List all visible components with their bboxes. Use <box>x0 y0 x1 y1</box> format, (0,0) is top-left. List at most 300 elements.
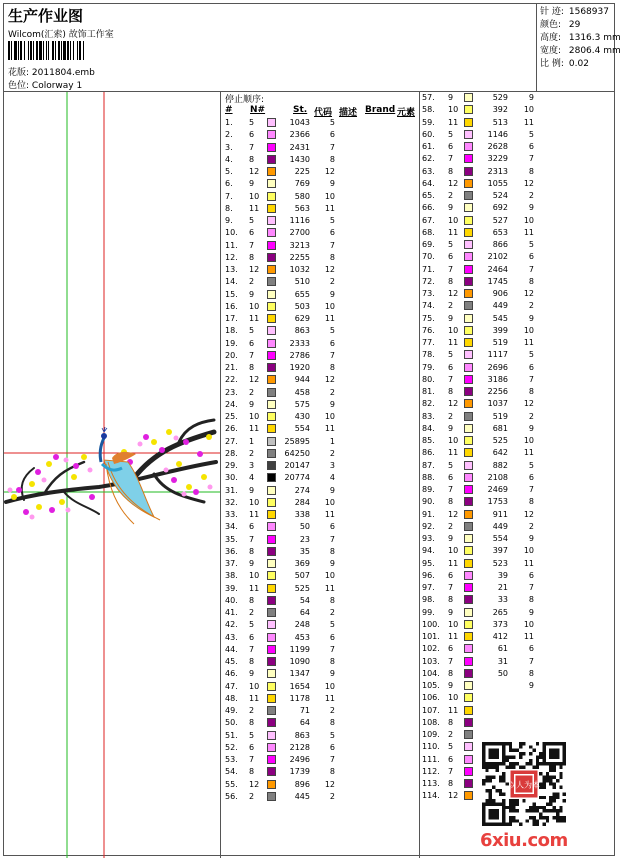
thread-code: 8 <box>329 718 335 728</box>
needle-number: 8 <box>448 779 454 788</box>
stitch-count: 284 <box>294 497 310 507</box>
stop-index: 45. <box>225 657 238 666</box>
thread-swatch <box>464 767 473 776</box>
table-row <box>420 362 538 374</box>
stitch-count: 911 <box>492 509 508 519</box>
stop-index: 19. <box>225 338 238 348</box>
colorway: 色位: Colorway 1 <box>8 81 83 91</box>
stop-index: 97. <box>422 583 435 592</box>
table-row <box>223 350 419 362</box>
stitch-count: 23 <box>299 534 310 544</box>
stitch-count: 523 <box>492 558 508 568</box>
table-row <box>223 766 419 778</box>
thread-swatch <box>464 706 473 715</box>
stop-index: 67. <box>422 215 435 225</box>
stop-index: 103. <box>422 656 440 666</box>
needle-number: 9 <box>448 534 454 543</box>
stop-index: 20. <box>225 350 238 360</box>
needle-number: 10 <box>448 105 459 115</box>
thread-code: 5 <box>528 129 534 139</box>
thread-code: 12 <box>523 399 534 409</box>
table-row <box>223 558 419 570</box>
stitch-count: 554 <box>294 424 310 434</box>
thread-code: 5 <box>329 216 335 225</box>
needle-number: 12 <box>448 399 459 409</box>
table-row <box>420 619 538 631</box>
needle-number: 2 <box>448 191 454 200</box>
thread-code: 8 <box>329 595 335 605</box>
stitch-count: 373 <box>492 619 508 629</box>
stop-index: 63. <box>422 166 435 176</box>
stitch-count: 449 <box>492 301 508 311</box>
thread-code: 5 <box>528 240 534 249</box>
thread-code: 7 <box>528 264 534 274</box>
table-row <box>420 227 538 239</box>
needle-number: 10 <box>448 693 459 703</box>
studio-name: Wilcom(汇索) 故饰工作室 <box>8 30 114 40</box>
stop-index: 107. <box>422 705 440 715</box>
design-file-value: 2011804.emb <box>31 68 95 78</box>
needle-number: 11 <box>448 632 459 641</box>
stop-index: 72. <box>422 276 435 286</box>
stop-index: 91. <box>422 509 435 519</box>
sequence-header <box>223 105 419 117</box>
table-row <box>420 521 538 533</box>
thread-code: 6 <box>528 570 534 580</box>
thread-code: 8 <box>329 767 335 777</box>
table-row <box>420 484 538 496</box>
thread-code: 9 <box>329 179 335 189</box>
stop-index: 74. <box>422 301 435 311</box>
needle-number: 9 <box>448 203 454 213</box>
needle-number: 7 <box>448 583 454 592</box>
stitch-count: 1117 <box>487 350 508 360</box>
thread-code: 9 <box>528 607 534 617</box>
stitch-count: 50 <box>299 522 310 532</box>
stitch-count: 642 <box>492 448 508 458</box>
thread-code: 11 <box>523 632 534 641</box>
stitch-count: 338 <box>294 510 310 519</box>
needle-number: 7 <box>448 656 454 666</box>
table-row <box>420 435 538 447</box>
needle-number: 9 <box>249 179 255 189</box>
stitch-count: 2108 <box>487 472 508 482</box>
needle-number: 8 <box>249 595 255 605</box>
table-row <box>223 681 419 693</box>
stop-index: 70. <box>422 252 435 262</box>
design-file: 花版: 2011804.emb <box>8 68 95 78</box>
table-row <box>420 607 538 619</box>
thread-code: 10 <box>523 619 534 629</box>
stop-index: 35. <box>225 534 238 544</box>
thread-code: 2 <box>329 387 335 397</box>
thread-code: 10 <box>324 681 335 691</box>
needle-number: 6 <box>448 362 454 372</box>
stop-index: 7. <box>225 191 233 201</box>
stop-sequence-table-right <box>420 92 541 803</box>
needle-number: 11 <box>249 693 260 703</box>
stop-index: 95. <box>422 558 435 568</box>
stop-index: 21. <box>225 363 238 372</box>
table-row <box>420 337 538 349</box>
stitch-count: 2313 <box>487 166 508 176</box>
needle-number: 6 <box>249 742 255 752</box>
thread-code: 10 <box>523 325 534 335</box>
needle-number: 2 <box>448 730 454 739</box>
stop-index: 22. <box>225 375 238 385</box>
thread-code: 11 <box>324 424 335 434</box>
table-row <box>420 705 538 717</box>
needle-number: 12 <box>448 509 459 519</box>
stitch-count: 2333 <box>289 338 310 348</box>
table-row <box>420 631 538 643</box>
table-row <box>223 154 419 166</box>
stitch-count: 458 <box>294 387 310 397</box>
needle-number: 8 <box>448 717 454 727</box>
info-width: 宽度: 2806.4 mm <box>540 46 621 56</box>
thread-code: 2 <box>528 301 534 311</box>
qr-code-icon <box>482 742 566 826</box>
stitch-count: 248 <box>294 620 310 630</box>
stop-index: 44. <box>225 644 238 654</box>
stop-index: 84. <box>422 423 435 433</box>
stitch-count: 2496 <box>289 755 310 764</box>
needle-number: 3 <box>249 461 255 470</box>
thread-code: 8 <box>528 497 534 507</box>
thread-code: 11 <box>523 448 534 458</box>
table-row <box>420 558 538 570</box>
table-row <box>420 92 538 104</box>
thread-code: 10 <box>324 571 335 581</box>
stop-index: 104. <box>422 668 440 678</box>
table-row <box>223 644 419 656</box>
table-row <box>223 313 419 325</box>
thread-code: 12 <box>523 178 534 188</box>
table-row <box>420 264 538 276</box>
table-row <box>223 497 419 509</box>
thread-code: 8 <box>528 668 534 678</box>
table-row <box>420 717 538 729</box>
stitch-count: 33 <box>497 595 508 605</box>
needle-number: 12 <box>249 375 260 385</box>
stop-index: 59. <box>422 117 435 127</box>
thread-code: 8 <box>329 363 335 372</box>
thread-code: 7 <box>329 240 335 250</box>
needle-number: 7 <box>448 766 454 776</box>
stitch-count: 653 <box>492 227 508 237</box>
thread-code: 11 <box>523 558 534 568</box>
thread-swatch <box>464 755 473 764</box>
stop-index: 56. <box>225 791 238 801</box>
table-row <box>223 191 419 203</box>
table-row <box>223 387 419 399</box>
stitch-count: 2786 <box>289 350 310 360</box>
stitch-count: 529 <box>492 93 508 102</box>
table-row <box>223 411 419 423</box>
needle-number: 7 <box>249 142 255 152</box>
thread-code: 6 <box>329 632 335 642</box>
stop-index: 96. <box>422 570 435 580</box>
table-row <box>223 301 419 313</box>
needle-number: 11 <box>249 203 260 213</box>
table-row <box>223 289 419 301</box>
table-row <box>223 595 419 607</box>
needle-number: 9 <box>249 559 255 568</box>
thread-code: 7 <box>329 644 335 654</box>
thread-code: 6 <box>528 252 534 262</box>
table-row <box>223 252 419 264</box>
stitch-count: 769 <box>294 179 310 189</box>
needle-number: 5 <box>448 240 454 249</box>
stop-index: 1. <box>225 118 233 127</box>
needle-number: 8 <box>249 154 255 164</box>
stitch-count: 20774 <box>284 473 310 483</box>
stop-index: 6. <box>225 179 233 189</box>
table-row <box>223 583 419 595</box>
thread-code: 12 <box>324 375 335 385</box>
stop-index: 112. <box>422 766 440 776</box>
needle-number: 2 <box>249 277 255 287</box>
stop-index: 17. <box>225 314 238 323</box>
stitch-count: 265 <box>492 607 508 617</box>
table-row <box>223 570 419 582</box>
colorway-value: Colorway 1 <box>31 81 83 91</box>
stop-index: 90. <box>422 497 435 507</box>
stitch-count: 1920 <box>289 363 310 372</box>
header-needle: N# <box>250 105 266 115</box>
needle-number: 9 <box>448 607 454 617</box>
stitch-count: 2128 <box>289 742 310 752</box>
table-row <box>420 533 538 545</box>
table-row <box>420 570 538 582</box>
table-row <box>223 607 419 619</box>
stitch-count: 866 <box>492 240 508 249</box>
stop-index: 32. <box>225 497 238 507</box>
stop-index: 110. <box>422 742 440 752</box>
needle-number: 11 <box>448 705 459 715</box>
stop-index: 100. <box>422 619 440 629</box>
thread-code: 9 <box>528 203 534 213</box>
stop-index: 13. <box>225 265 238 274</box>
needle-number: 10 <box>249 191 260 201</box>
table-row <box>420 215 538 227</box>
table-row <box>420 300 538 312</box>
stop-index: 30. <box>225 473 238 483</box>
thread-code: 6 <box>329 130 335 140</box>
needle-number: 12 <box>448 178 459 188</box>
stitch-count: 412 <box>492 632 508 641</box>
table-row <box>223 460 419 472</box>
stop-index: 29. <box>225 461 238 470</box>
stitch-count: 863 <box>294 730 310 740</box>
thread-swatch <box>464 779 473 788</box>
barcode-icon <box>8 41 120 60</box>
stop-index: 88. <box>422 472 435 482</box>
stop-index: 83. <box>422 411 435 421</box>
needle-number: 11 <box>249 510 260 519</box>
thread-code: 10 <box>523 436 534 445</box>
stop-index: 82. <box>422 399 435 409</box>
stop-index: 92. <box>422 521 435 531</box>
stitch-count: 1116 <box>289 216 310 225</box>
stop-index: 55. <box>225 779 238 789</box>
needle-number: 6 <box>448 754 454 764</box>
needle-number: 2 <box>249 791 255 801</box>
needle-number: 7 <box>249 534 255 544</box>
stitch-count: 2102 <box>487 252 508 262</box>
stitch-count: 1347 <box>289 669 310 679</box>
thread-code: 11 <box>324 693 335 703</box>
stitch-count: 1055 <box>487 178 508 188</box>
stop-index: 89. <box>422 485 435 494</box>
table-row <box>420 496 538 508</box>
stitch-count: 2256 <box>487 387 508 396</box>
needle-number: 7 <box>249 644 255 654</box>
header-element: 元素 <box>397 108 416 118</box>
header-index: # <box>225 105 233 115</box>
thread-code: 10 <box>523 215 534 225</box>
needle-number: 2 <box>448 301 454 311</box>
table-row <box>223 203 419 215</box>
stop-index: 12. <box>225 252 238 262</box>
stop-index: 49. <box>225 706 238 715</box>
needle-number: 4 <box>249 473 255 483</box>
thread-code: 6 <box>329 522 335 532</box>
table-row <box>223 325 419 337</box>
thread-code: 3 <box>329 461 335 470</box>
stitch-count: 629 <box>294 314 310 323</box>
stop-index: 86. <box>422 448 435 458</box>
table-row <box>420 386 538 398</box>
stitch-count: 519 <box>492 338 508 347</box>
table-row <box>420 447 538 459</box>
needle-number: 9 <box>249 289 255 299</box>
stop-index: 99. <box>422 607 435 617</box>
stop-index: 27. <box>225 436 238 446</box>
table-row <box>223 534 419 546</box>
stitch-count: 399 <box>492 325 508 335</box>
table-row <box>223 166 419 178</box>
stop-index: 68. <box>422 227 435 237</box>
table-row <box>223 374 419 386</box>
table-row <box>420 153 538 165</box>
stitch-count: 692 <box>492 203 508 213</box>
stitch-count: 527 <box>492 215 508 225</box>
stop-index: 10. <box>225 228 238 238</box>
needle-number: 10 <box>249 681 260 691</box>
stop-index: 2. <box>225 130 233 140</box>
needle-number: 5 <box>249 620 255 630</box>
needle-number: 9 <box>249 399 255 409</box>
needle-number: 9 <box>448 681 454 690</box>
needle-number: 6 <box>448 472 454 482</box>
stop-index: 43. <box>225 632 238 642</box>
stitch-count: 525 <box>492 436 508 445</box>
thread-code: 9 <box>329 669 335 679</box>
thread-swatch <box>464 681 473 690</box>
stop-index: 34. <box>225 522 238 532</box>
needle-number: 7 <box>448 374 454 384</box>
table-row <box>223 448 419 460</box>
table-row <box>420 680 538 692</box>
stitch-count: 445 <box>294 791 310 801</box>
stitch-count: 2431 <box>289 142 310 152</box>
thread-code: 9 <box>329 399 335 409</box>
stitch-count: 2255 <box>289 252 310 262</box>
thread-code: 12 <box>523 509 534 519</box>
thread-code: 12 <box>324 167 335 176</box>
stop-index: 52. <box>225 742 238 752</box>
needle-number: 12 <box>249 779 260 789</box>
stop-index: 24. <box>225 399 238 409</box>
needle-number: 2 <box>249 608 255 617</box>
thread-code: 8 <box>528 595 534 605</box>
table-row <box>420 423 538 435</box>
table-row <box>223 240 419 252</box>
stop-index: 14. <box>225 277 238 287</box>
thread-swatch <box>464 742 473 751</box>
column-divider <box>220 92 221 858</box>
needle-number: 5 <box>249 326 255 336</box>
thread-code: 11 <box>523 227 534 237</box>
design-preview <box>4 92 220 858</box>
table-row <box>223 509 419 521</box>
stop-index: 9. <box>225 216 233 225</box>
needle-number: 7 <box>249 755 255 764</box>
needle-number: 8 <box>249 767 255 777</box>
thread-code: 7 <box>528 154 534 164</box>
thread-code: 9 <box>329 485 335 495</box>
stop-index: 60. <box>422 129 435 139</box>
thread-code: 1 <box>329 436 335 446</box>
table-row <box>223 717 419 729</box>
stitch-count: 906 <box>492 289 508 298</box>
needle-number: 8 <box>448 668 454 678</box>
stitch-count: 21 <box>497 583 508 592</box>
stop-index: 39. <box>225 583 238 593</box>
thread-code: 7 <box>528 485 534 494</box>
table-row <box>420 129 538 141</box>
stitch-count: 575 <box>294 399 310 409</box>
needle-number: 12 <box>448 289 459 298</box>
needle-number: 10 <box>249 571 260 581</box>
thread-code: 12 <box>523 289 534 298</box>
stop-index: 42. <box>225 620 238 630</box>
thread-code: 10 <box>324 301 335 311</box>
header-stitches: St. <box>293 105 308 115</box>
stitch-count: 863 <box>294 326 310 336</box>
table-row <box>223 129 419 141</box>
needle-number: 8 <box>249 718 255 728</box>
thread-code: 2 <box>329 791 335 801</box>
info-colors: 颜色: 29 <box>540 20 581 30</box>
stitch-count: 64 <box>299 718 310 728</box>
stop-index: 51. <box>225 730 238 740</box>
needle-number: 9 <box>448 313 454 323</box>
header-description: 描述 <box>339 108 358 118</box>
stitch-count: 563 <box>294 203 310 213</box>
stop-index: 26. <box>225 424 238 434</box>
table-row <box>420 411 538 423</box>
stitch-count: 2366 <box>289 130 310 140</box>
needle-number: 2 <box>249 387 255 397</box>
table-row <box>420 276 538 288</box>
stitch-count: 392 <box>492 105 508 115</box>
stitch-count: 525 <box>294 583 310 593</box>
stitch-count: 1654 <box>289 681 310 691</box>
stitch-count: 681 <box>492 423 508 433</box>
table-row <box>420 729 538 741</box>
